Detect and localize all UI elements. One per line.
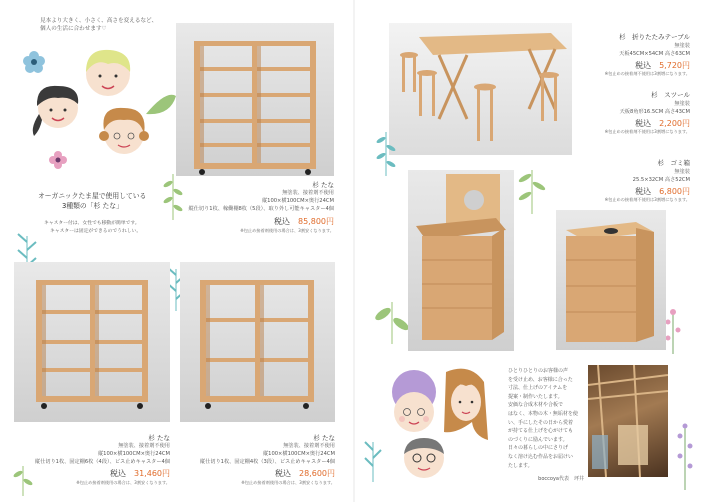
shelf-right-note: ※包止め接着剤使用の場合は、3割安くなります。: [241, 480, 335, 485]
bin-closed-image: [556, 210, 666, 350]
shelf-top-spec-2: 縦100×横100CM×奥行24CM: [261, 198, 334, 204]
intro-line-2: 個人の生活に合わせます♡: [40, 26, 107, 32]
stool-title: 杉 スツール: [651, 91, 690, 99]
pink-flower-icon: [49, 151, 67, 169]
price-value: 31,460円: [134, 469, 170, 478]
woman-face-illustration: [99, 108, 149, 154]
intro-line-1: 見本より大きく、小さく、高さを変えるなど、: [40, 18, 158, 24]
story-line: ひとりひとりのお客様の声: [508, 368, 569, 374]
table-stool-photo: [389, 23, 572, 155]
shelf-left-note: ※包止め接着剤使用の場合は、3割安くなります。: [76, 480, 170, 485]
story-line: 寸法、仕上げのアイテムを: [508, 385, 568, 392]
table-price: [580, 60, 690, 71]
right-leaf-sprig-icon: [516, 166, 548, 214]
right-green-leaves-icon: [372, 296, 412, 344]
stool-note: ※包止めの接着剤不使用は3割増になります。: [604, 129, 690, 134]
shelf-photo-top: [176, 23, 334, 176]
workshop-image: [588, 365, 668, 477]
shelf-photo-right: [180, 262, 335, 422]
shelf-right-price: [205, 468, 335, 479]
signature: boccoya代表 坪井: [538, 476, 584, 482]
table-and-stools-image: [389, 23, 572, 155]
table-spec-2: 天板45CM×54CM 高さ63CM: [619, 51, 690, 57]
shelf-left-spec-1: 無塗装、接着剤不使用: [118, 443, 170, 449]
bin-photo-closed: [556, 210, 666, 350]
bin-photo-open: [408, 170, 514, 351]
shelf-right-spec-2: 縦100×横100CM×奥行24CM: [262, 451, 335, 457]
price-label: 税込: [635, 187, 652, 196]
price-value: 5,720円: [659, 61, 690, 70]
bin-open-image: [408, 170, 514, 351]
shelf-left-spec-2: 縦100×横100CM×奥行24CM: [97, 451, 170, 457]
shelf-3-tier-image: [180, 262, 335, 422]
bottom-sprig-icon: [10, 462, 36, 496]
price-value: 28,600円: [299, 469, 335, 478]
price-value: 85,800円: [298, 217, 334, 226]
staff-illustration: [378, 362, 496, 482]
bin-note: ※包止めの接着剤不使用は3割増になります。: [604, 197, 690, 202]
story-line: のづくりに励んでいます。: [508, 436, 568, 443]
price-value: 2,200円: [659, 119, 690, 128]
family-illustration: [20, 44, 180, 174]
story-line: 提案・制作いたします。: [508, 393, 563, 400]
price-label: 税込: [110, 469, 126, 478]
shelf-top-title: 杉 たな: [312, 181, 334, 189]
price-label: 税込: [635, 119, 652, 128]
table-spec-1: 無塗装: [674, 43, 690, 49]
story-line: はなく、本物の木・無垢材を使: [508, 410, 578, 417]
woman-long-hair-illustration: [444, 369, 488, 440]
shelf-left-spec-3: 縦仕切り1枚、固定棚6枚（4段）、ビス止めキャスター4個: [34, 459, 170, 465]
shelf-4-tier-image: [14, 262, 170, 422]
bin-price: [580, 186, 690, 197]
shelf-right-spec-3: 縦仕切り1枚、固定棚4枚（3段）、ビス止めキャスター4個: [199, 459, 335, 465]
organic-title-line-2: 3種類の「杉 たな」: [62, 202, 123, 210]
story-line: を受け止め、お客様に合った: [508, 376, 573, 383]
organic-title-line-1: オーガニックたま屋で使用している: [38, 192, 147, 200]
shelf-top-price: [200, 216, 334, 227]
stool-price: [580, 118, 690, 129]
bin-spec-2: 25.5×32CM 高さ52CM: [632, 177, 690, 183]
shelf-top-note: ※包止め接着剤使用の場合は、3割安くなります。: [240, 228, 334, 233]
story-line: が持てる仕上げを心がけても: [508, 428, 574, 435]
shelf-photo-left: [14, 262, 170, 422]
price-label: 税込: [635, 61, 652, 70]
story-line: たします。: [508, 462, 533, 469]
page-gutter: [353, 0, 355, 502]
table-note: ※包止めの接着剤不使用は3割増になります。: [604, 71, 690, 76]
stool-spec-1: 無塗装: [674, 101, 690, 107]
right-lavender-sprig-icon: [672, 420, 698, 490]
shelf-right-title: 杉 たな: [313, 434, 335, 442]
shelf-top-spec-1: 無塗装、接着剤不使用: [282, 190, 334, 196]
right-teal-sprig-icon: [374, 128, 398, 176]
boy-face-illustration: [86, 50, 130, 96]
man-glasses-illustration: [404, 438, 444, 478]
shelf-5-tier-image: [176, 23, 334, 176]
story-line: 安価な合成木材や合板で: [508, 402, 564, 409]
caster-note-line-1: キャスター付は、女性でも移動が簡単です。: [44, 221, 140, 226]
shelf-left-title: 杉 たな: [148, 434, 170, 442]
workshop-photo: [588, 365, 668, 477]
price-value: 6,800円: [659, 187, 690, 196]
price-label: 税込: [275, 469, 291, 478]
shelf-left-price: [40, 468, 170, 479]
bin-spec-1: 無塗装: [674, 169, 690, 175]
story-text: [508, 367, 584, 470]
girl-face-illustration: [33, 86, 78, 136]
bin-title: 杉 ゴミ箱: [657, 159, 690, 167]
shelf-right-spec-1: 無塗装、接着剤不使用: [283, 443, 335, 449]
blue-flower-icon: [23, 51, 45, 73]
price-label: 税込: [274, 217, 290, 226]
story-line: なく溶け込む作品をお届けい: [508, 453, 574, 460]
table-title: 杉 折りたたみテーブル: [619, 33, 690, 41]
story-line: 日々の暮らしの中にさりげ: [508, 445, 569, 452]
grandma-face-illustration: [392, 370, 436, 432]
shelf-top-spec-3: 縦仕切り1枚、稼働棚8枚（5段）、取り外し可能キャスター4個: [188, 206, 334, 212]
caster-note-line-2: キャスターは固定ができるのでうれしい。: [50, 229, 142, 234]
story-line: い、手にしたその日から愛着: [508, 419, 574, 426]
stool-spec-2: 天板8角形16.5CM 高さ43CM: [619, 109, 690, 115]
leaf-icon: [146, 95, 176, 114]
